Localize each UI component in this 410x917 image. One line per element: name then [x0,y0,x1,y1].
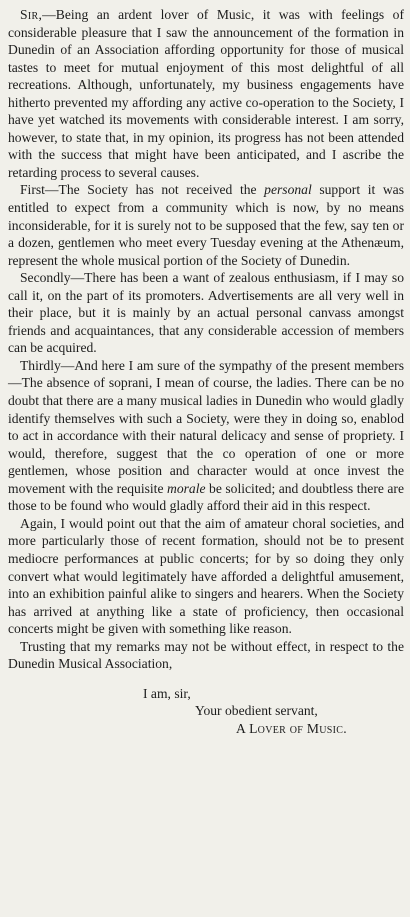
first-cause-text-a: First—The Society has not received the [20,182,265,198]
emphasis-morale: morale [167,480,206,496]
paragraph-second-cause: Secondly—There has been a want of zealous enthusiasm, if I may so call it, on the part of its promoters. Advertisements are all very well in their place, but it is mainly by an actual personal canvass amongst friends and acquaintances, that any considerable accession of members can be acquired. [8,270,404,356]
closing-greeting: I am, sir, [143,685,191,701]
paragraph-third-cause [8,357,404,515]
third-cause-text-b: be solicited; and doubtless there are those to be found who would gladly afford their aid in this respect. [8,480,404,514]
closing-servant: Your obedient servant, [195,703,318,719]
third-cause-text-a: Thirdly—And here I am sure of the sympathy of the present members—The absence of soprani, I mean of course, the ladies. There can be no doubt that there are a many musical ladies in Dunedin who would gladly identify themselves with such a Society, were they in doing so, enablod to act in accordance with their natural delicacy and sense of propriety. I would, therefore, suggest that the co operation of one or more gentlemen, whose position and character would at once invest the movement with the requisite [8,357,404,496]
signature: A Lover of Music. [236,720,347,736]
paragraph-introduction [8,6,404,181]
closing-spacer [8,673,404,685]
paragraph-concerts: Again, I would point out that the aim of amateur choral societies, and more particularly those of recent formation, should not be to present mediocre performances at public concerts; for by so doing they only convert what would legitimately have afforded a delightful amusement, into an exhibition painful alike to singers and hearers. When the Society has arrived at anything like a state of proficiency, then occasional concerts might be given with something like reason. [8,515,404,637]
salutation: Sir, [20,7,43,22]
first-cause-text-b: support it was entitled to expect from a community which is now, by no means inconsiderable, for it is surely not to be supposed that the few, say ten or a dozen, gentlemen who meet every Tuesday evening at the Athenæum, represent the whole musical portion of the Society of Dunedin. [8,182,404,268]
emphasis-personal: personal [264,182,312,198]
paragraph-conclusion: Trusting that my remarks may not be without effect, in respect to the Dunedin Musical Association, [8,638,404,672]
introduction-text: —Being an ardent lover of Music, it was with feelings of considerable pleasure that I saw the announcement of the formation in Dunedin of an Association affording opportunity for those of musical tastes to meet for mutual enjoyment of this most delightful of all recreations. Although, unfortunately, my business engagements have hitherto prevented my affording any active co-operation to the Society, I have yet watched its movements with considerable interest. I am sorry, however, to state that, in my opinion, its progress has not been attended with the success that might have been anticipated, and I ascribe the retarding process to several causes. [8,7,404,180]
paragraph-first-cause [8,181,404,269]
